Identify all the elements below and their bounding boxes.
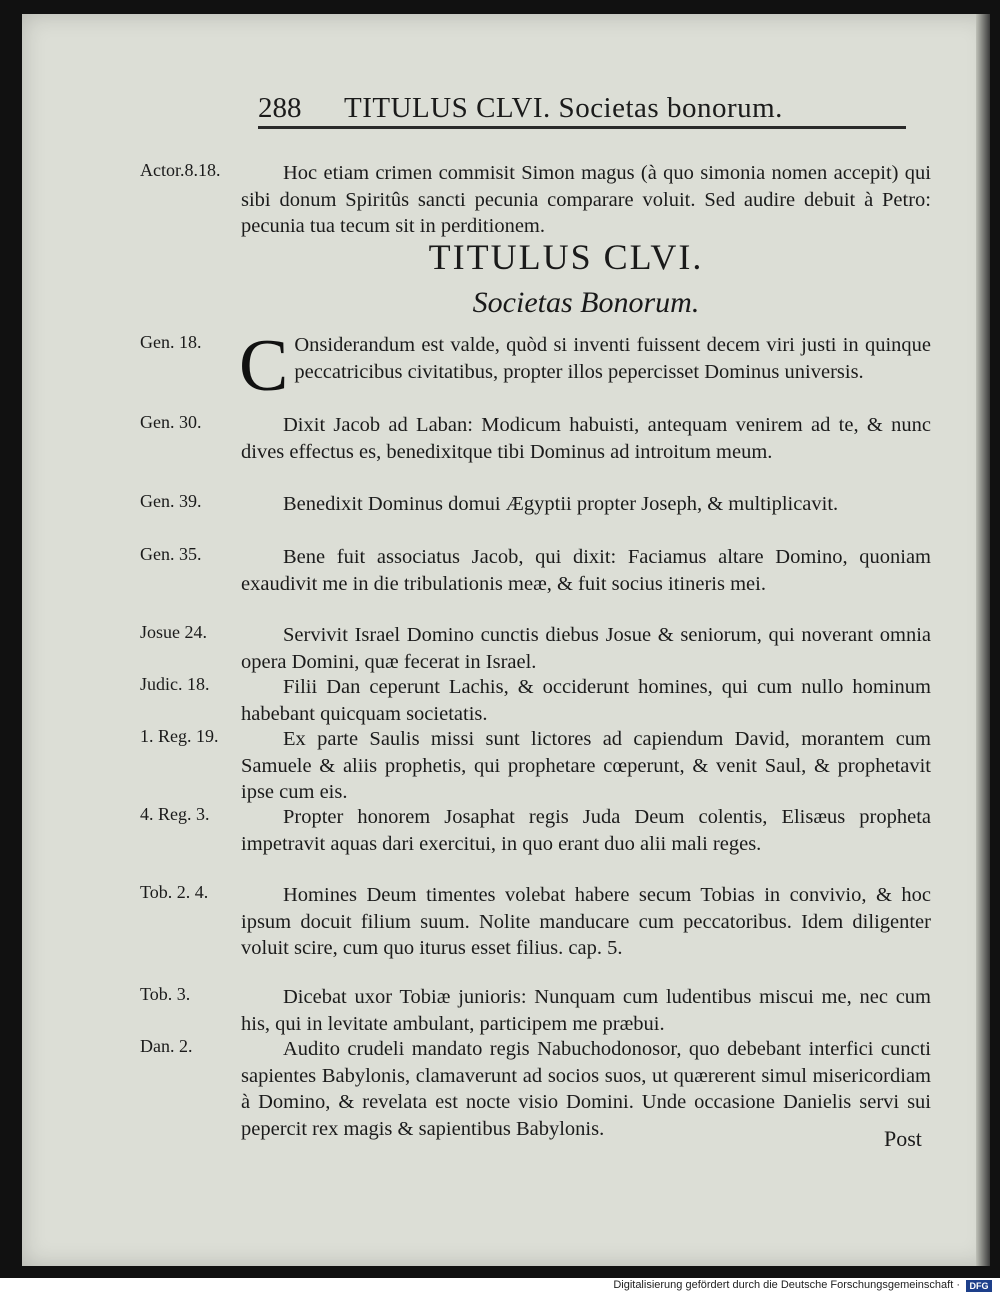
paragraph-text: Bene fuit associatus Jacob, qui dixit: Faciamus altare Domino, quoniam exaudivit me in die tribulationis meæ, & fuit socius itineris mei. (241, 546, 931, 595)
paragraph-text: Audito crudeli mandato regis Nabuchodonosor, quo debebant interfici cuncti sapientes Babylonis, clamaverunt ad socios suos, ut quærerent simul misericordiam à Domino, & revelata est nocte visio Domini. Unde occasione Danielis servi sui pepercit rex magis & sapientibus Babylonis. (241, 1038, 931, 1140)
marginal-reference: 4. Reg. 3. (140, 804, 210, 824)
paragraph-text: Hoc etiam crimen commisit Simon magus (à quo simonia nomen accepit) qui sibi donum Spiritûs sancti pecunia comparare voluit. Sed audire debuit à Petro: pecunia tua tecum sit in perditionem. (241, 162, 931, 237)
marginal-reference: Dan. 2. (140, 1036, 193, 1056)
marginal-reference: Tob. 3. (140, 984, 191, 1004)
paragraph-text: Filii Dan ceperunt Lachis, & occiderunt homines, qui cum nullo hominum habebant quicquam societatis. (241, 676, 931, 725)
digitization-footer (0, 1278, 1000, 1295)
section-title: TITULUS CLVI. (428, 237, 704, 277)
paragraph-text: Benedixit Dominus domui Ægyptii propter Joseph, & multiplicavit. (283, 493, 839, 515)
catchword: Post (884, 1126, 922, 1151)
marginal-reference: Tob. 2. 4. (140, 882, 209, 902)
paragraph-text: Propter honorem Josaphat regis Juda Deum colentis, Elisæus propheta impetravit aquas dari exercitui, in quo erant duo alii mali reges. (241, 806, 931, 855)
drop-cap: C (239, 325, 289, 407)
paragraph-text (239, 325, 931, 407)
running-title: TITULUS CLVI. Societas bonorum. (344, 92, 783, 124)
header-rule (258, 126, 906, 129)
page-number: 288 (258, 92, 302, 124)
paragraph-text: Servivit Israel Domino cunctis diebus Josue & seniorum, qui noverant omnia opera Domini, quæ fecerat in Israel. (241, 624, 931, 673)
paragraph-text: Dixit Jacob ad Laban: Modicum habuisti, antequam venirem ad te, & nunc dives effectus es, benedixitque tibi Dominus ad introitum meum. (241, 414, 931, 463)
paragraph-text: Ex parte Saulis missi sunt lictores ad capiendum David, morantem cum Samuele & aliis prophetis, qui prophetare cœperunt, & venit Saul, & prophetavit ipse cum eis. (241, 728, 931, 803)
marginal-reference: Josue 24. (140, 622, 207, 642)
marginal-reference: Gen. 18. (140, 332, 202, 352)
marginal-reference: Gen. 35. (140, 544, 202, 564)
page-spine-edge (976, 14, 990, 1266)
marginal-reference: Actor.8.18. (140, 160, 221, 180)
marginal-reference: Gen. 30. (140, 412, 202, 432)
footer-credit: Digitalisierung gefördert durch die Deutsche Forschungsgemeinschaft · (613, 1279, 960, 1291)
paragraph-body: Onsiderandum est valde, quòd si inventi fuissent decem viri justi in quinque peccatricibus civitatibus, propter illos pepercisset Dominus universis. (294, 334, 931, 383)
marginal-reference: Judic. 18. (140, 674, 210, 694)
paragraph-text: Homines Deum timentes volebat habere secum Tobias in convivio, & hoc ipsum docuit filium suum. Nolite manducare cum peccatoribus. Idem diligenter voluit scire, cum quo iturus esset filius. cap. 5. (241, 884, 931, 959)
paragraph-text: Dicebat uxor Tobiæ junioris: Nunquam cum ludentibus miscui me, nec cum his, qui in levitate ambulant, participem me præbui. (241, 986, 931, 1035)
book-page (22, 14, 990, 1266)
dfg-logo-icon: DFG (966, 1280, 992, 1292)
marginal-reference: Gen. 39. (140, 491, 202, 511)
section-subtitle: Societas Bonorum. (472, 286, 700, 319)
marginal-reference: 1. Reg. 19. (140, 726, 219, 746)
